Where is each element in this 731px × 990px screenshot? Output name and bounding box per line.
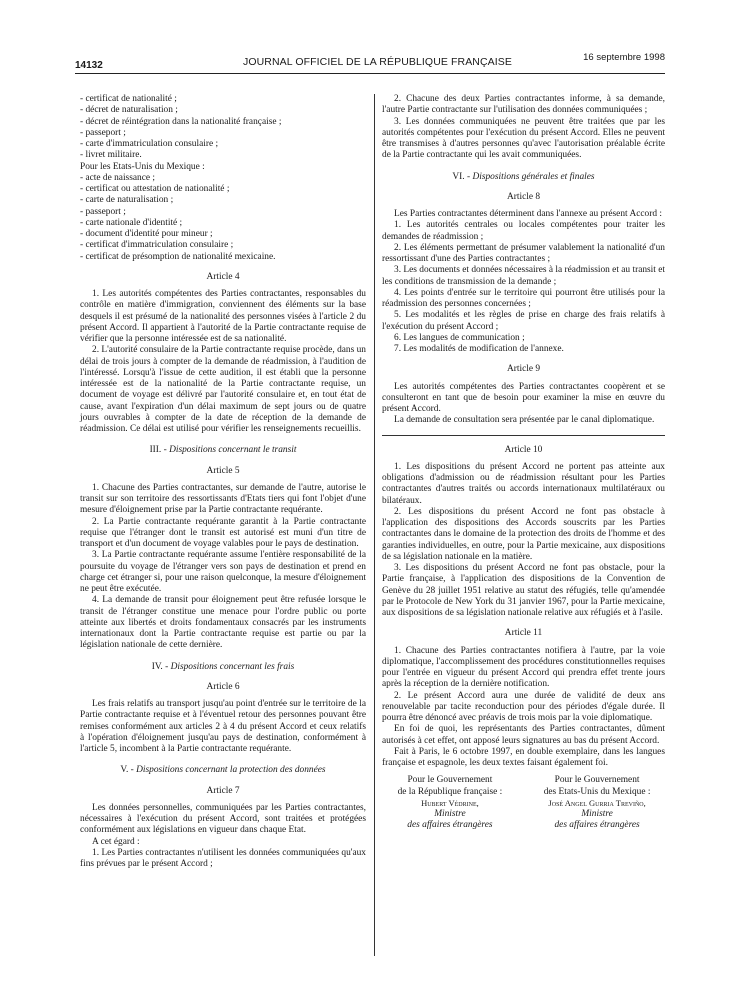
list-item: - certificat d'immatriculation consulaire ; (80, 240, 234, 251)
list-item: 4. Les points d'entrée sur le territoire qui pourront être utilisés pour la réadmission des personnes concernées ; (382, 287, 665, 309)
list-item: - certificat de nationalité ; (80, 94, 177, 104)
section-number: IV. - (151, 661, 171, 672)
list-item: - acte de naissance ; (80, 172, 155, 183)
section-5-heading (80, 765, 366, 776)
paragraph: 2. Les dispositions du présent Accord ne font pas obstacle à l'application des dispositions des Accords souscrits par les Parties contractantes dans le domaine de la protection des droits de l'homme et des garanties individuelles, en outre, pour la Partie mexicaine, aux dispositions de sa législation nationale en la matière. (382, 506, 665, 562)
section-number: III. - (149, 445, 170, 456)
column-divider (374, 94, 375, 956)
paragraph: Les Parties contractantes déterminent dans l'annexe au présent Accord : (394, 209, 662, 219)
signature-block (382, 775, 665, 831)
paragraph: A cet égard : (92, 836, 140, 847)
article-5-heading: Article 5 (206, 465, 240, 476)
list-item: - décret de réintégration dans la nationalité française ; (80, 116, 282, 127)
article-4-heading: Article 4 (206, 271, 240, 282)
paragraph: La demande de consultation sera présentée par le canal diplomatique. (394, 415, 655, 426)
signatory-role: des affaires étrangères (407, 820, 493, 831)
separator-rule (382, 435, 665, 436)
paragraph: 1. Chacune des Parties contractantes, sur demande de l'autre, autorise le transit sur son territoire des ressortissants d'Etats tiers qui font l'objet d'une mesure d'éloignement prise par la Partie contractante requérante. (80, 482, 366, 516)
article-10-heading: Article 10 (504, 444, 543, 455)
journal-title: JOURNAL OFFICIEL DE LA RÉPUBLIQUE FRANÇAISE (243, 56, 512, 68)
page-number: 14132 (75, 60, 103, 71)
mexico-intro: Pour les Etats-Unis du Mexique : (80, 161, 205, 172)
section-4-heading (80, 662, 366, 673)
page-header (75, 52, 665, 74)
signature-mexico (529, 775, 665, 831)
article-11-heading: Article 11 (504, 628, 543, 639)
signature-line: Pour le Gouvernement (554, 775, 640, 786)
paragraph: 4. La demande de transit pour éloignement peut être refusée lorsque le transit de l'étranger constitue une menace pour l'ordre public ou porte atteinte aux libertés et droits fondamentaux consacrés par les instruments internationaux dont la Partie contractante requise est partie ou par la législation nationale de cette dernière. (80, 595, 366, 651)
paragraph: 3. Les dispositions du présent Accord ne font pas obstacle, pour la Partie française, à l'application des dispositions de la Convention de Genève du 28 juillet 1951 relative au statut des réfugiés, telle qu'amendée par le Protocole de New York du 31 janvier 1967, pour la Partie mexicaine, aux dispositions de sa législation nationale relative aux réfugiés et à l'asile. (382, 563, 665, 618)
signature-line: Pour le Gouvernement (407, 775, 493, 786)
article-8-heading: Article 8 (506, 191, 541, 202)
paragraph: 1. Les autorités compétentes des Parties contractantes, responsables du contrôle en matière d'immigration, conviennent des éléments sur la base desquels il est présumé de la nationalité des personnes visées à l'article 2 du présent Accord. Il appartient à l'autorité de la Partie contractante requise de vérifier que la personne intéressée est de sa nationalité. (80, 289, 366, 344)
french-documents-list (80, 94, 366, 162)
list-item: - passeport ; (80, 127, 126, 138)
paragraph: 2. Chacune des deux Parties contractantes informe, à sa demande, l'autre Partie contractante sur l'utilisation des données communiquées ; (382, 94, 665, 116)
list-item: - carte nationale d'identité ; (80, 217, 183, 228)
list-item: 2. Les éléments permettant de présumer valablement la nationalité d'un ressortissant d'une des Parties contractantes ; (382, 242, 665, 264)
paragraph: Les données personnelles, communiquées par les Parties contractantes, nécessaires à l'exécution du présent Accord, sont traitées et protégées conformément aux législations en vigueur dans chaque Etat. (80, 802, 366, 836)
list-item: - décret de naturalisation ; (80, 105, 178, 116)
paragraph: 2. Le présent Accord aura une durée de validité de deux ans renouvelable par tacite reconduction pour des périodes d'égale durée. Il pourra être dénoncé avec préavis de trois mois par la voie diplomatique. (382, 690, 665, 723)
paragraph: 1. Les Parties contractantes n'utilisent les données communiquées qu'aux fins prévues par le présent Accord ; (80, 847, 366, 869)
article-6-heading: Article 6 (206, 681, 240, 692)
signature-france (382, 775, 518, 831)
paragraph: 3. Les données communiquées ne peuvent être traitées que par les autorités compétentes pour l'exécution du présent Accord. Elles ne peuvent être transmises à d'autres personnes qu'avec l'autorisation préalable écrite de la Partie contractante qui les avait communiquées. (382, 116, 665, 161)
list-item: - carte de naturalisation ; (80, 195, 174, 206)
article-9-heading: Article 9 (506, 364, 541, 375)
section-number: V. - (120, 765, 137, 776)
list-item: 5. Les modalités et les règles de prise en charge des frais relatifs à l'exécution du présent Accord ; (382, 310, 665, 332)
paragraph: 1. Les dispositions du présent Accord ne portent pas atteinte aux obligations d'admission ou de réadmission résultant pour les Parties contractantes d'autres traités ou accords internationaux multilatéraux ou bilatéraux. (382, 461, 665, 506)
signatory-name: José Angel Gurria Treviño, (548, 797, 646, 808)
section-number: VI. - (452, 171, 473, 182)
paragraph: 2. L'autorité consulaire de la Partie contractante requise procède, dans un délai de trois jours à compter de la demande de réadmission, à l'audition de l'intéressé. Lorsqu'à l'issue de cette audition, il est établi que la personne intéressée est de la nationalité de la Partie contractante requise, un document de voyage est délivré par l'autorité consulaire et, en tout état de cause, avant l'expiration d'un délai maximum de sept jours ou de quatre jours ouvrables à compter de la date de réception de la demande de réadmission. Ce délai est utilisé pour vérifier les renseignements recueillis. (80, 345, 366, 434)
list-item: 1. Les autorités centrales ou locales compétentes pour traiter les demandes de réadmission ; (382, 220, 665, 242)
section-title: Dispositions concernant les frais (170, 661, 295, 672)
article-7-heading: Article 7 (206, 785, 240, 796)
section-3-heading (80, 445, 366, 456)
mexican-documents-list (80, 173, 366, 263)
list-item: 7. Les modalités de modification de l'annexe. (394, 344, 564, 354)
list-item: 6. Les langues de communication ; (394, 332, 525, 343)
paragraph: En foi de quoi, les représentants des Parties contractantes, dûment autorisés à cet effet, ont apposé leurs signatures au bas du présent Accord. (382, 724, 665, 746)
paragraph: Les autorités compétentes des Parties contractantes coopèrent et se consulteront en tant que de besoin pour examiner la mise en œuvre du présent Accord. (382, 381, 665, 414)
list-item: - carte d'immatriculation consulaire ; (80, 139, 219, 149)
issue-date: 16 septembre 1998 (583, 52, 665, 63)
paragraph: 3. La Partie contractante requérante assume l'entière responsabilité de la poursuite du voyage de l'étranger vers son pays de destination et prend en charge cet étranger si, pour une raison quelconque, la mesure d'éloignement ne peut être exécutée. (80, 550, 366, 594)
paragraph: 1. Chacune des Parties contractantes notifiera à l'autre, par la voie diplomatique, l'accomplissement des procédures constitutionnelles requises pour l'entrée en vigueur du présent Accord qui prendra effet trente jours après la réception de la dernière notification. (382, 645, 665, 690)
header-rule (75, 73, 665, 74)
list-item: 3. Les documents et données nécessaires à la réadmission et au transit et les conditions de transmission de la demande ; (382, 265, 666, 287)
paragraph: 2. La Partie contractante requérante garantit à la Partie contractante requise que l'étranger dont le transit est autorisé est muni d'un titre de transport et d'un document de voyage valables pour le pays de destination. (80, 516, 366, 549)
signatory-role: des affaires étrangères (554, 820, 640, 831)
left-column (80, 94, 366, 870)
paragraph: Fait à Paris, le 6 octobre 1997, en double exemplaire, dans les langues française et espagnole, les deux textes faisant également foi. (382, 746, 665, 768)
section-title: Dispositions générales et finales (472, 171, 595, 182)
signatory-name: Hubert Védrine, (421, 797, 479, 808)
paragraph: Les frais relatifs au transport jusqu'au point d'entrée sur le territoire de la Partie contractante requise et à l'éventuel retour des personnes pouvant être remises conformément aux articles 2 à 4 du présent Accord et ceux relatifs à l'opération d'éloignement jusqu'au pays de destination, conformément à l'article 5, incombent à la Partie contractante requérante. (80, 699, 366, 754)
list-item: - certificat ou attestation de nationalité ; (80, 184, 230, 194)
signatory-role: Ministre (581, 809, 613, 819)
list-item: - livret militaire. (80, 150, 142, 161)
section-title: Dispositions concernant la protection des données (136, 765, 326, 776)
right-column (382, 94, 665, 832)
signature-line: des Etats-Unis du Mexique : (543, 786, 651, 797)
list-item: - document d'identité pour mineur ; (80, 229, 213, 239)
list-item: - certificat de présomption de nationalité mexicaine. (80, 251, 276, 262)
section-6-heading (382, 172, 665, 183)
list-item: - passeport ; (80, 206, 126, 217)
signatory-role: Ministre (434, 809, 466, 819)
section-title: Dispositions concernant le transit (169, 445, 297, 456)
signature-line: de la République française : (397, 786, 503, 797)
